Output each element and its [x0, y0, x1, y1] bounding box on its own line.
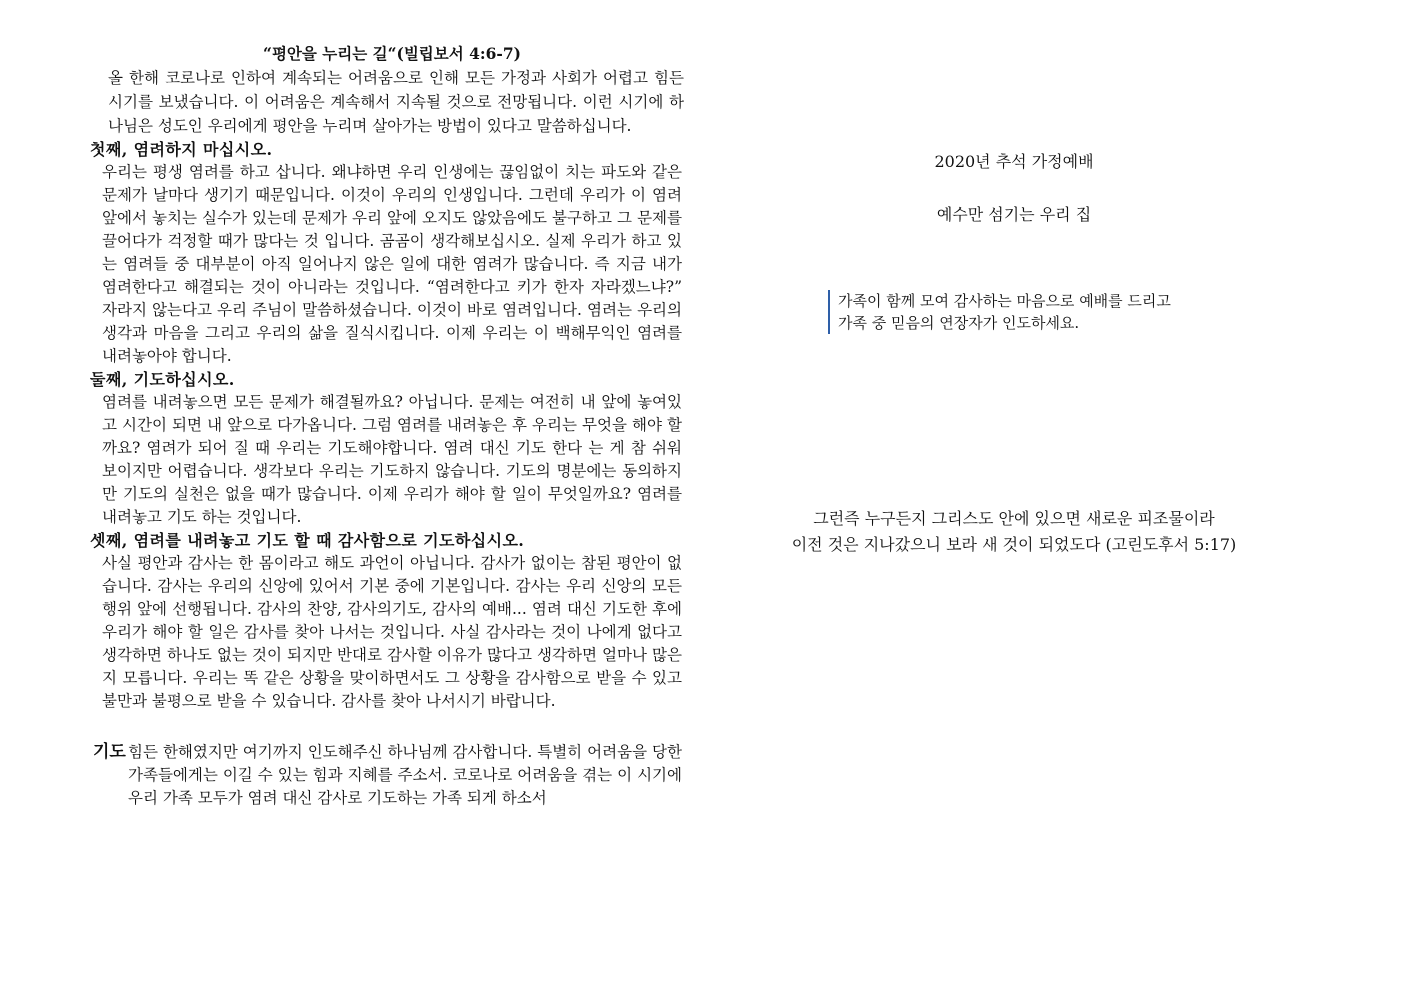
instruction-line: 가족이 함께 모여 감사하는 마음으로 예배를 드리고	[838, 292, 1171, 310]
sermon-section-2	[90, 368, 686, 529]
cover-page	[702, 0, 1403, 992]
section-body: 우리는 평생 염려를 하고 삽니다. 왜냐하면 우리 인생에는 끊임없이 치는 파도와 같은 문제가 날마다 생기기 때문입니다. 이것이 우리의 인생입니다. 그런데 우리가 이 염려 앞에서 놓치는 실수가 있는데 문제가 우리 앞에 오지도 않았음에도 불구하고 그 문제를 끌어다가 걱정할 때가 많다는 것 입니다. 곰곰이 생각해보십시오. 실제 우리가 하고 있는 염려들 중 대부분이 아직 일어나지 않은 일에 대한 염려가 많습니다. 즉 지금 내가 염려한다고 해결되는 것이 아니라는 것입니다. “염려한다고 키가 한자 자라겠느냐?” 자라지 않는다고 우리 주님이 말씀하셨습니다. 이것이 바로 염려입니다. 염려는 우리의 생각과 마음을 그리고 우리의 삶을 질식시킵니다. 이제 우리는 이 백해무익인 염려를 내려놓아야 합니다.	[102, 163, 682, 365]
prayer-text: 힘든 한해였지만 여기까지 인도해주신 하나님께 감사합니다. 특별히 어려움을 당한 가족들에게는 이길 수 있는 힘과 지혜를 주소서. 코로나로 어려움을 겪는 이 시기에 우리 가족 모두가 염려 대신 감사로 기도하는 가족 되게 하소서	[128, 743, 682, 807]
sermon-title: “평안을 누리는 길“(빌립보서 4:6-7)	[263, 44, 521, 63]
sermon-page	[90, 42, 686, 810]
sermon-section-1	[90, 138, 686, 368]
family-motto: 예수만 섬기는 우리 집	[936, 205, 1092, 224]
instruction-note	[828, 290, 1218, 334]
prayer-label: 기도	[93, 742, 126, 762]
section-body: 사실 평안과 감사는 한 몸이라고 해도 과언이 아닙니다. 감사가 없이는 참된 평안이 없습니다. 감사는 우리의 신앙에 있어서 기본 중에 기본입니다. 감사는 우리 신앙의 모든 행위 앞에 선행됩니다. 감사의 찬양, 감사의기도, 감사의 예배... 염려 대신 기도한 후에 우리가 해야 할 일은 감사를 찾아 나서는 것입니다. 사실 감사라는 것이 나에게 없다고 생각하면 하나도 없는 것이 되지만 반대로 감사할 이유가 많다고 생각하면 얼마나 많은지 모릅니다. 우리는 똑 같은 상황을 맞이하면서도 그 상황을 감사함으로 받을 수 있고 불만과 불평으로 받을 수 있습니다. 감사를 찾아 나서시기 바랍니다.	[102, 554, 682, 710]
scripture-line: 이전 것은 지나갔으니 보라 새 것이 되었도다 (고린도후서 5:17)	[791, 535, 1237, 554]
sermon-intro: 올 한해 코로나로 인하여 계속되는 어려움으로 인해 모든 가정과 사회가 어렵고 힘든 시기를 보냈습니다. 이 어려움은 계속해서 지속될 것으로 전망됩니다. 이런 시기에 하나님은 성도인 우리에게 평안을 누리며 살아가는 방법이 있다고 말씀하십니다.	[108, 69, 684, 135]
sermon-section-3	[90, 529, 686, 713]
service-title: 2020년 추석 가정예배	[934, 152, 1094, 171]
section-heading: 셋째, 염려를 내려놓고 기도 할 때 감사함으로 기도하십시오.	[90, 531, 525, 550]
section-heading: 첫째, 염려하지 마십시오.	[90, 140, 273, 159]
section-heading: 둘째, 기도하십시오.	[90, 370, 235, 389]
instruction-line: 가족 중 믿음의 연장자가 인도하세요.	[838, 314, 1080, 332]
prayer-block	[90, 741, 686, 810]
scripture-verse	[702, 506, 1326, 558]
scripture-line: 그런즉 누구든지 그리스도 안에 있으면 새로운 피조물이라	[813, 509, 1215, 528]
section-body: 염려를 내려놓으면 모든 문제가 해결될까요? 아닙니다. 문제는 여전히 내 앞에 놓여있고 시간이 되면 내 앞으로 다가옵니다. 그럼 염려를 내려놓은 후 우리는 무엇을 해야 할까요? 염려가 되어 질 때 우리는 기도해야합니다. 염려 대신 기도 한다 는 게 참 쉬워 보이지만 어렵습니다. 생각보다 우리는 기도하지 않습니다. 기도의 명분에는 동의하지만 기도의 실천은 없을 때가 많습니다. 이제 우리가 해야 할 일이 무엇일까요? 염려를 내려놓고 기도 하는 것입니다.	[102, 393, 682, 526]
